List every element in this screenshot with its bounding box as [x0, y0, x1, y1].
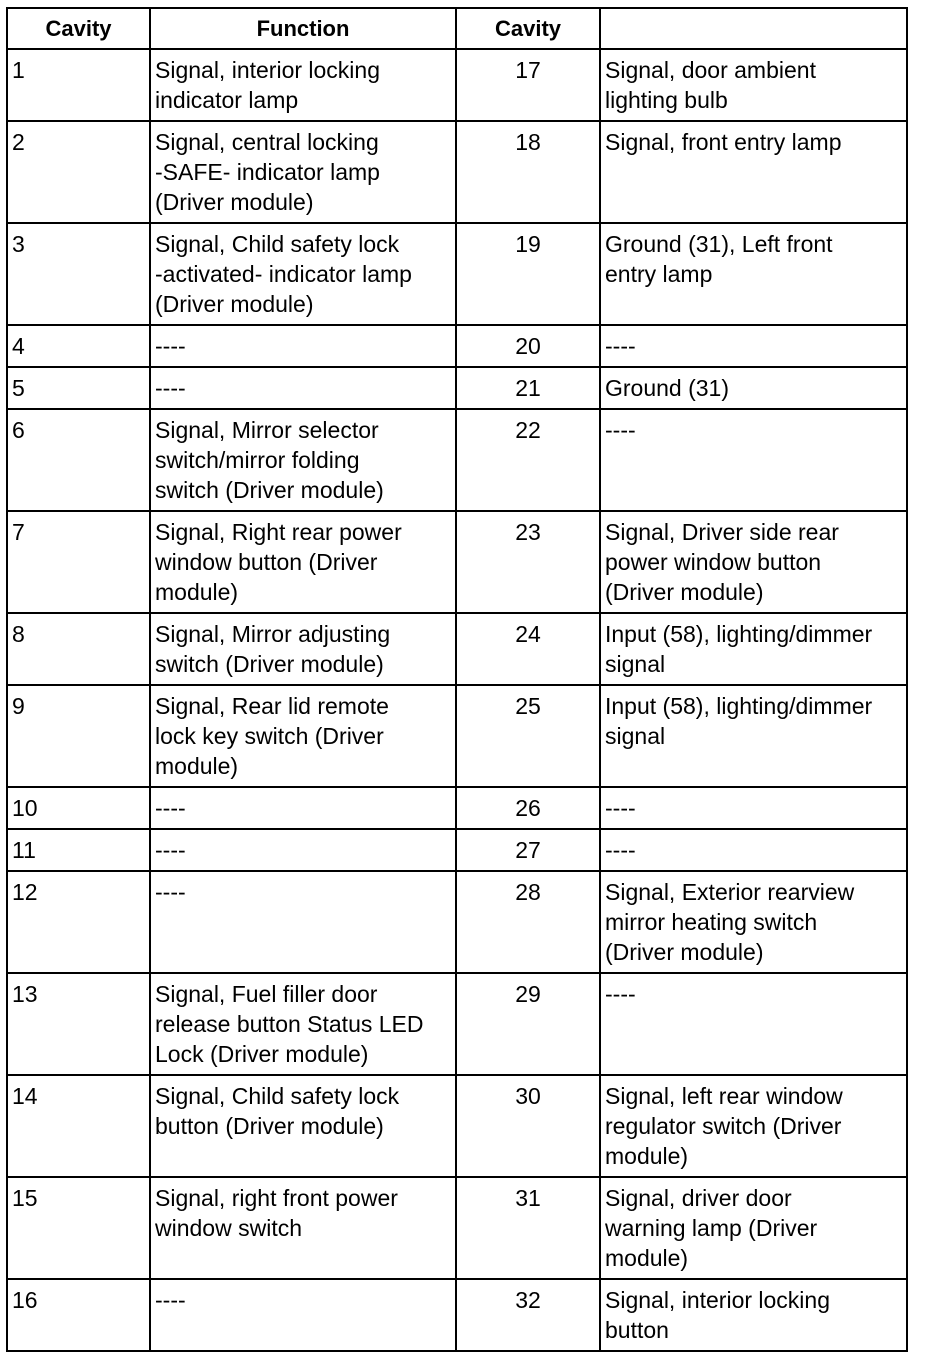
- cavity-number-right: 30: [515, 1083, 541, 1109]
- cavity-function-table: [6, 7, 908, 1352]
- table-cell: [456, 325, 600, 367]
- table-row: [7, 829, 907, 871]
- table-header-row: [7, 8, 907, 49]
- table-cell: [7, 409, 150, 511]
- function-description-left: Signal, Child safety lock -activated- indicator lamp (Driver module): [155, 231, 412, 317]
- table-cell: [150, 1075, 456, 1177]
- table-row: [7, 325, 907, 367]
- function-description-right: Signal, driver door warning lamp (Driver module): [605, 1185, 818, 1271]
- table-cell: [600, 1075, 907, 1177]
- table-row: [7, 1177, 907, 1279]
- table-cell: [600, 973, 907, 1075]
- cavity-number-right: 24: [515, 621, 541, 647]
- cavity-number-left: 1: [12, 57, 25, 83]
- table-cell: [456, 511, 600, 613]
- table-cell: [150, 121, 456, 223]
- table-cell: [7, 49, 150, 121]
- table-cell: [456, 787, 600, 829]
- table-row: [7, 367, 907, 409]
- cavity-number-left: 8: [12, 621, 25, 647]
- table-cell: [7, 787, 150, 829]
- function-description-left: Signal, Child safety lock button (Driver module): [155, 1083, 400, 1139]
- table-cell: [600, 871, 907, 973]
- cavity-number-left: 3: [12, 231, 25, 257]
- table-cell: [600, 1279, 907, 1351]
- table-cell: [600, 685, 907, 787]
- table-cell: [150, 223, 456, 325]
- table-cell: [456, 1177, 600, 1279]
- function-description-left: Signal, Fuel filler door release button Status LED Lock (Driver module): [155, 981, 424, 1067]
- table-row: [7, 1279, 907, 1351]
- table-cell: [600, 613, 907, 685]
- table-cell: [150, 871, 456, 973]
- table-row: [7, 49, 907, 121]
- table-cell: [456, 871, 600, 973]
- table-cell: [600, 121, 907, 223]
- header-function-right: [600, 8, 907, 49]
- cavity-number-right: 32: [515, 1287, 541, 1313]
- table-row: [7, 787, 907, 829]
- table-cell: [7, 511, 150, 613]
- function-description-left: ----: [155, 333, 186, 359]
- function-description-left: Signal, central locking -SAFE- indicator lamp (Driver module): [155, 129, 380, 215]
- table-cell: [7, 223, 150, 325]
- table-cell: [7, 325, 150, 367]
- table-cell: [150, 973, 456, 1075]
- table-cell: [7, 613, 150, 685]
- table-row: [7, 685, 907, 787]
- table-cell: [456, 829, 600, 871]
- cavity-number-right: 17: [515, 57, 541, 83]
- cavity-number-right: 31: [515, 1185, 541, 1211]
- table-row: [7, 613, 907, 685]
- function-description-left: ----: [155, 879, 186, 905]
- table-cell: [7, 121, 150, 223]
- cavity-number-right: 28: [515, 879, 541, 905]
- table-cell: [456, 1279, 600, 1351]
- function-description-left: ----: [155, 837, 186, 863]
- cavity-number-left: 12: [12, 879, 38, 905]
- function-description-right: Signal, left rear window regulator switch (Driver module): [605, 1083, 843, 1169]
- function-description-left: Signal, right front power window switch: [155, 1185, 398, 1241]
- table-row: [7, 511, 907, 613]
- cavity-number-right: 18: [515, 129, 541, 155]
- table-cell: [150, 685, 456, 787]
- table-cell: [600, 1177, 907, 1279]
- table-cell: [150, 409, 456, 511]
- table-cell: [7, 367, 150, 409]
- function-description-right: Signal, Exterior rearview mirror heating switch (Driver module): [605, 879, 855, 965]
- table-cell: [150, 511, 456, 613]
- table-body: [7, 49, 907, 1351]
- table-cell: [456, 409, 600, 511]
- table-cell: [150, 1177, 456, 1279]
- table-cell: [456, 223, 600, 325]
- table-cell: [150, 1279, 456, 1351]
- cavity-number-left: 14: [12, 1083, 38, 1109]
- cavity-number-right: 19: [515, 231, 541, 257]
- cavity-number-left: 16: [12, 1287, 38, 1313]
- table-cell: [600, 367, 907, 409]
- table-row: [7, 871, 907, 973]
- function-description-right: ----: [605, 795, 636, 821]
- function-description-left: ----: [155, 375, 186, 401]
- table-cell: [456, 973, 600, 1075]
- table-cell: [7, 685, 150, 787]
- table-cell: [600, 511, 907, 613]
- function-description-right: Ground (31): [605, 375, 730, 401]
- function-description-right: Signal, interior locking button: [605, 1287, 831, 1343]
- table-row: [7, 409, 907, 511]
- cavity-number-right: 20: [515, 333, 541, 359]
- cavity-number-left: 15: [12, 1185, 38, 1211]
- table-cell: [456, 367, 600, 409]
- table-row: [7, 973, 907, 1075]
- cavity-number-right: 22: [515, 417, 541, 443]
- cavity-number-left: 9: [12, 693, 25, 719]
- table-cell: [150, 367, 456, 409]
- cavity-number-right: 27: [515, 837, 541, 863]
- table-row: [7, 121, 907, 223]
- function-description-left: Signal, Mirror adjusting switch (Driver module): [155, 621, 391, 677]
- function-description-right: Ground (31), Left front entry lamp: [605, 231, 833, 287]
- table-cell: [7, 973, 150, 1075]
- table-cell: [456, 121, 600, 223]
- cavity-number-right: 26: [515, 795, 541, 821]
- function-description-right: Signal, front entry lamp: [605, 129, 842, 155]
- function-description-left: Signal, Mirror selector switch/mirror folding switch (Driver module): [155, 417, 384, 503]
- table-cell: [456, 49, 600, 121]
- cavity-number-left: 10: [12, 795, 38, 821]
- table-cell: [7, 829, 150, 871]
- function-description-left: Signal, Right rear power window button (Driver module): [155, 519, 402, 605]
- table-cell: [456, 1075, 600, 1177]
- cavity-number-left: 11: [12, 837, 36, 863]
- function-description-right: ----: [605, 333, 636, 359]
- table-cell: [600, 829, 907, 871]
- table-cell: [456, 685, 600, 787]
- function-description-right: ----: [605, 417, 636, 443]
- cavity-number-left: 4: [12, 333, 25, 359]
- table-cell: [7, 1279, 150, 1351]
- cavity-number-right: 29: [515, 981, 541, 1007]
- table-cell: [7, 1177, 150, 1279]
- table-cell: [600, 223, 907, 325]
- table-cell: [600, 409, 907, 511]
- cavity-number-left: 13: [12, 981, 38, 1007]
- function-description-right: Input (58), lighting/dimmer signal: [605, 621, 873, 677]
- cavity-number-left: 5: [12, 375, 25, 401]
- function-description-left: Signal, interior locking indicator lamp: [155, 57, 381, 113]
- function-description-right: ----: [605, 837, 636, 863]
- table-row: [7, 223, 907, 325]
- function-description-right: ----: [605, 981, 636, 1007]
- table-cell: [150, 325, 456, 367]
- header-cavity-left: Cavity: [7, 8, 150, 49]
- table-cell: [456, 613, 600, 685]
- table-cell: [150, 613, 456, 685]
- table-cell: [600, 325, 907, 367]
- table-cell: [7, 871, 150, 973]
- header-cavity-right: Cavity: [456, 8, 600, 49]
- function-description-left: ----: [155, 795, 186, 821]
- cavity-number-left: 2: [12, 129, 25, 155]
- cavity-number-left: 6: [12, 417, 25, 443]
- table-cell: [600, 49, 907, 121]
- cavity-number-left: 7: [12, 519, 25, 545]
- table-cell: [150, 49, 456, 121]
- table-cell: [7, 1075, 150, 1177]
- table-cell: [150, 829, 456, 871]
- table-cell: [600, 787, 907, 829]
- cavity-number-right: 21: [515, 375, 541, 401]
- function-description-right: Signal, Driver side rear power window button (Driver module): [605, 519, 839, 605]
- cavity-number-right: 25: [515, 693, 541, 719]
- table-cell: [150, 787, 456, 829]
- function-description-left: ----: [155, 1287, 186, 1313]
- header-function-left: Function: [150, 8, 456, 49]
- function-description-right: Input (58), lighting/dimmer signal: [605, 693, 873, 749]
- cavity-number-right: 23: [515, 519, 541, 545]
- function-description-right: Signal, door ambient lighting bulb: [605, 57, 816, 113]
- table-row: [7, 1075, 907, 1177]
- function-description-left: Signal, Rear lid remote lock key switch (Driver module): [155, 693, 389, 779]
